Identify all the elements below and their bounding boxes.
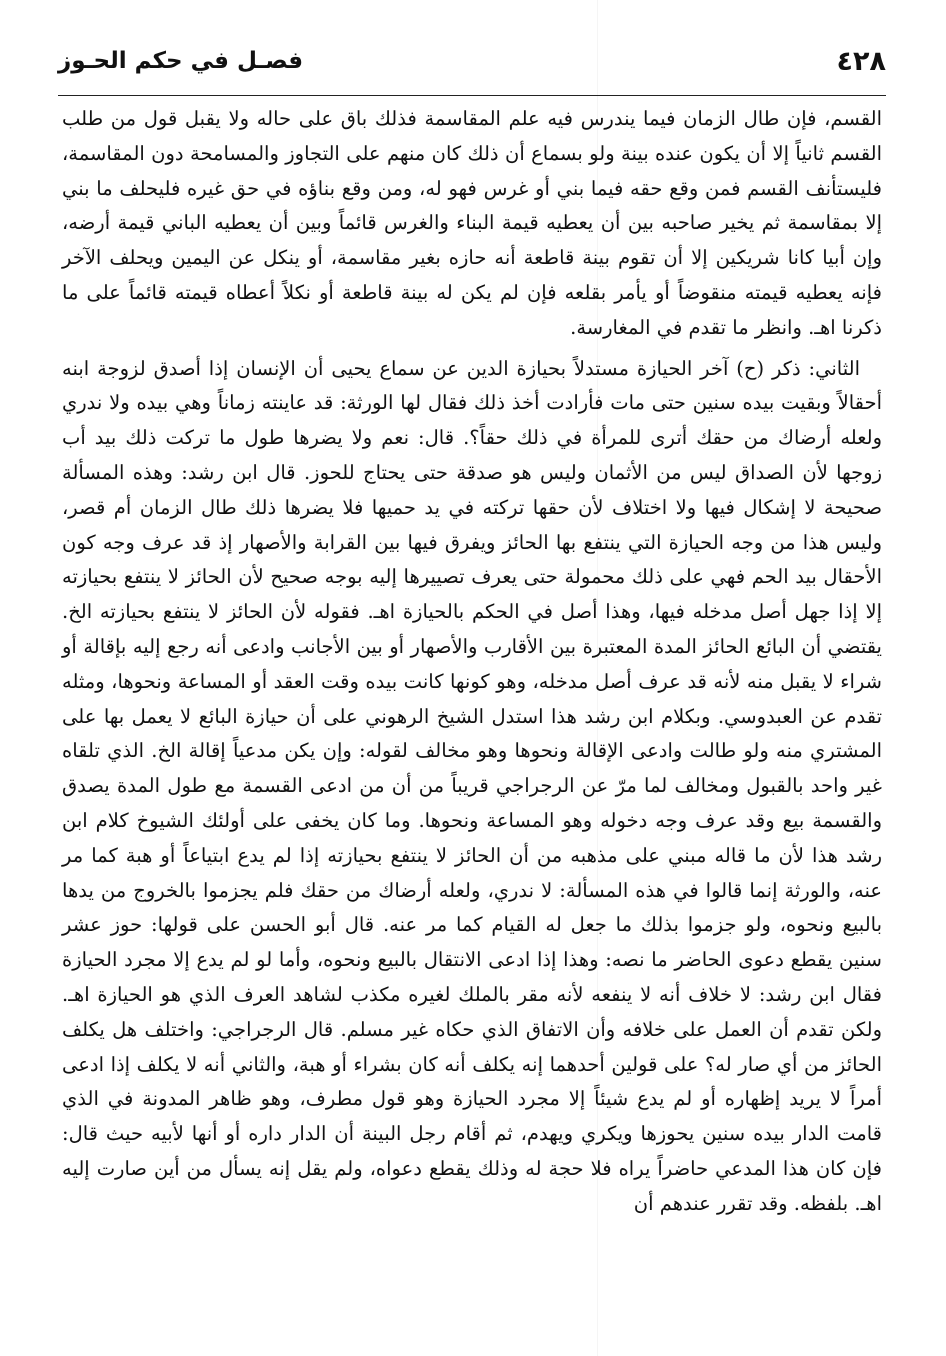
running-title: فصـل في حكم الحـوز xyxy=(58,48,304,74)
header-rule xyxy=(58,95,886,96)
paragraph-second: الثاني: ذكر (ح) آخر الحيازة مستدلاً بحيازة الدين عن سماع يحيى أن الإنسان إذا أصدق لزوجة ابنه أحقالاً وبقيت بيده سنين حتى مات فأرادت أخذ ذلك فقال لها الورثة: قد عاينته زماناً وهي بيده ولا ندري ولعله أرضاك من حقك أترى للمرأة في ذلك حقاً؟. قال: نعم ولا يضرها طول ما تركت ذلك بيد أب زوجها لأن الصداق ليس من الأثمان وليس هو صدقة حتى يحتاج للحوز. قال ابن رشد: وهذه المسألة صحيحة لا إشكال فيها ولا اختلاف لأن حقها تركته في يد حميها فلا يضرها ذلك طال الزمان أم قصر، وليس هذا من وجه الحيازة التي ينتفع بها الحائز ويفرق فيها بين القرابة والأصهار إذ قد عرف وجه كون الأحقال بيد الحم فهي على ذلك محمولة حتى يعرف تصييرها إليه بوجه صحيح لأن الحائز لا ينتفع بحيازته إلا إذا جهل أصل مدخله فيها، وهذا أصل في الحكم بالحيازة اهـ. فقوله لأن الحائز لا ينتفع بحيازته الخ. يقتضي أن البائع الحائز المدة المعتبرة بين الأقارب والأصهار أو بين الأجانب وادعى أنه رجع إليه بإقالة أو شراء لا يقبل منه لأنه قد عرف أصل مدخله، وهو كونها كانت بيده وقت العقد أو المساعة ونحوها، ومثله تقدم عن العبدوسي. وبكلام ابن رشد هذا استدل الشيخ الرهوني على أن حيازة البائع لا يعمل بها على المشتري منه ولو طالت وادعى الإقالة ونحوها وهو مخالف لقوله: وإن يكن مدعياً إقالة الخ. الذي تلقاه غير واحد بالقبول ومخالف لما مرّ عن الرجراجي قريباً من أن من ادعى القسمة مع طول المدة يصدق والقسمة بيع وقد عرف وجه دخوله وهو المساعة ونحوها. وما كان يخفى على أولئك الشيوخ كلام ابن رشد هذا لأن ما قاله مبني على مذهبه من أن الحائز لا ينتفع بحيازته إذا لم يدع ابتياعاً أو هبة كما مر عنه، والورثة إنما قالوا في هذه المسألة: لا ندري، ولعله أرضاك من حقك فلم يجزموا بالخروج من يدها بالبيع ونحوه، ولو جزموا بذلك ما جعل له القيام كما مر عنه. قال أبو الحسن على قولها: حوز عشر سنين يقطع دعوى الحاضر ما نصه: وهذا إذا ادعى الانتقال بالبيع ونحوه، وأما لو لم يدع إلا مجرد الحيازة فقال ابن رشد: لا خلاف أنه لا ينفعه لأنه مقر بالملك لغيره مكذب لشاهد العرف الذي هو الحيازة اهـ. ولكن تقدم أن العمل على خلافه وأن الاتفاق الذي حكاه غير مسلم. قال الرجراجي: واختلف هل يكلف الحائز من أي صار له؟ على قولين أحدهما إنه يكلف أنه كان بشراء أو هبة، والثاني أنه لا يكلف إذا ادعى أمراً لا يريد إظهاره أو لم يدع شيئاً إلا مجرد الحيازة وهو قول مطرف، وهو ظاهر المدونة في الذي قامت الدار بيده سنين يحوزها ويكري ويهدم، ثم أقام رجل البينة أن الدار داره أو أنها لأبيه حيث قال: فإن كان هذا المدعي حاضراً يراه فلا حجة له وذلك يقطع دعواه، ولم يقل إنه يسأل من أين صارت إليه اهـ. بلفظه. وقد تقرر عندهم أن xyxy=(62,356,882,1215)
page-number: ٤٢٨ xyxy=(836,46,886,77)
body-text xyxy=(62,102,882,1222)
running-header xyxy=(58,42,886,88)
paragraph-first: القسم، فإن طال الزمان فيما يندرس فيه علم المقاسمة فذلك باق على حاله ولا يقبل قول من طلب القسم ثانياً إلا أن يكون عنده بينة ولو بسماع أن ذلك كان منهم على التجاوز والمسامحة دون المقاسمة، فليستأنف القسم فمن وقع حقه فيما بني أو غرس فهو له، ومن وقع بناؤه في حق غيره فليحلف ما بني إلا بمقاسمة ثم يخير صاحبه بين أن يعطيه قيمة البناء والغرس قائماً وبين أن يعطيه الباني قيمة أرضه، وإن أبيا كانا شريكين إلا أن تقوم بينة قاطعة أنه حازه بغير مقاسمة، أو ينكل عن اليمين ويحلف الآخر فإنه يعطيه قيمته منقوضاً أو يأمر بقلعه فإن لم يكن له بينة قاطعة أو نكلاً أعطاه قيمته قائماً على ما ذكرنا اهـ. وانظر ما تقدم في المغارسة. xyxy=(62,107,882,339)
